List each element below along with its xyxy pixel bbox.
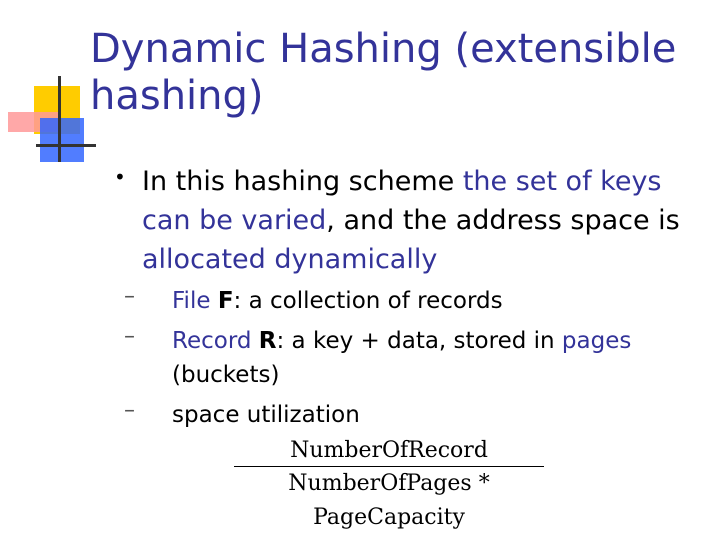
bullet-accent-1: the set of keys can be varied — [142, 166, 662, 236]
record-bold: R — [258, 328, 277, 354]
file-bold: F — [217, 288, 234, 314]
record-rest: : a key + data, stored in — [276, 328, 562, 354]
dash-marker: – — [124, 398, 135, 423]
record-tail: (buckets) — [172, 362, 280, 388]
blue-square — [40, 118, 84, 162]
formula-numerator: NumberOfRecord — [290, 438, 488, 463]
file-rest: : a collection of records — [233, 288, 503, 314]
sub-item-file-text — [172, 284, 692, 318]
bullet-marker: • — [114, 165, 126, 189]
bullet-text-part2: , and the address space is — [326, 205, 680, 236]
bullet-accent-2: allocated dynamically — [142, 244, 438, 275]
space-utilization-formula — [232, 436, 546, 530]
formula-denominator: NumberOfPages * PageCapacity — [288, 471, 490, 530]
vertical-line — [58, 76, 61, 162]
dash-marker: – — [124, 324, 135, 349]
bullet-text-part1: In this hashing scheme — [142, 166, 463, 197]
main-bullet-text — [142, 162, 702, 279]
record-label: Record — [172, 328, 259, 354]
sub-item-record-text — [172, 324, 692, 392]
sub-item-space-text: space utilization — [172, 402, 360, 428]
file-label: File — [172, 288, 218, 314]
horizontal-line — [36, 144, 96, 147]
slide-title: Dynamic Hashing (extensible hashing) — [90, 26, 677, 119]
dash-marker: – — [124, 284, 135, 309]
record-accent: pages — [561, 328, 632, 354]
